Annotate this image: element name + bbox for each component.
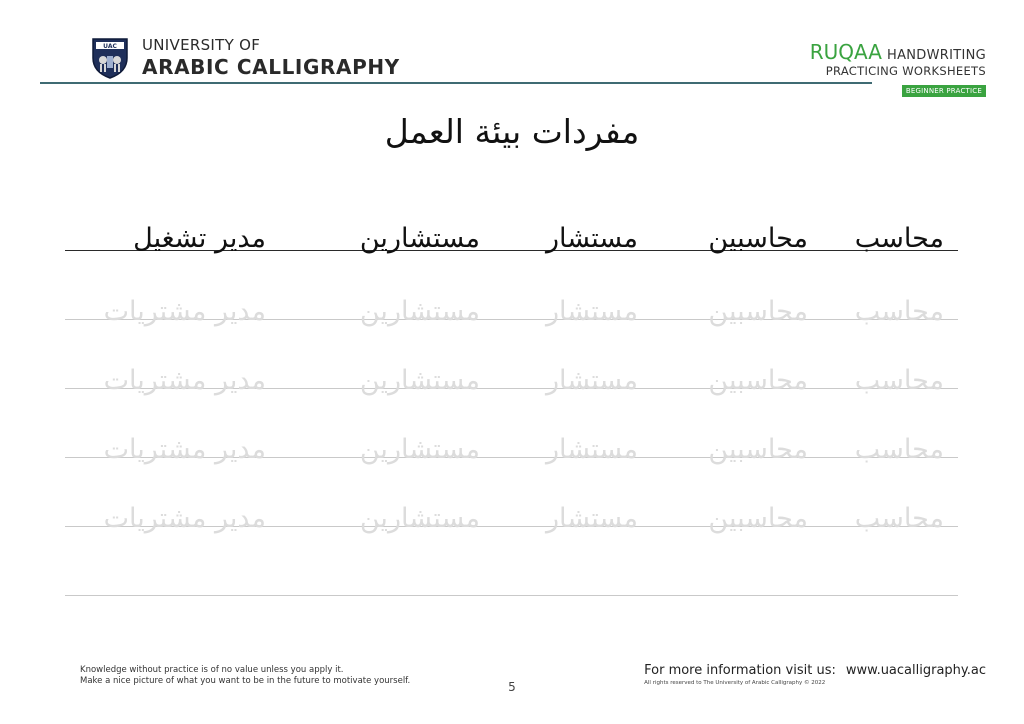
worksheet-title: مفردات بيئة العمل	[384, 112, 640, 151]
series-title-rest: HANDWRITING	[887, 48, 986, 63]
trace-word: مدير مشتريات	[103, 503, 266, 534]
university-name	[142, 38, 400, 77]
university-crest-logo	[90, 36, 130, 80]
trace-row	[65, 320, 958, 396]
university-name-line2: ARABIC CALLIGRAPHY	[142, 55, 400, 79]
trace-row	[65, 458, 958, 534]
trace-word: مستشارين	[359, 434, 480, 465]
trace-word: محاسب	[854, 365, 944, 396]
visit-label: For more information visit us:	[644, 663, 836, 678]
website-link[interactable]: www.uacalligraphy.ac	[845, 663, 986, 678]
trace-word: مدير مشتريات	[103, 296, 266, 327]
trace-row	[65, 251, 958, 327]
page-number: 5	[508, 680, 516, 694]
trace-word: مدير مشتريات	[103, 365, 266, 396]
trace-word: مستشار	[545, 503, 638, 534]
logo-text: UAC	[103, 43, 117, 50]
trace-word: مستشار	[545, 365, 638, 396]
practice-grid	[65, 205, 958, 596]
series-title	[810, 42, 986, 62]
model-word: محاسبين	[708, 223, 808, 254]
trace-word: محاسبين	[708, 503, 808, 534]
university-name-line1: UNIVERSITY OF	[142, 36, 261, 54]
footer-contact	[644, 663, 986, 686]
trace-word: محاسب	[854, 434, 944, 465]
series-subtitle: PRACTICING WORKSHEETS	[825, 64, 986, 78]
model-row	[65, 205, 958, 254]
trace-word: مدير مشتريات	[103, 434, 266, 465]
trace-word: محاسب	[854, 296, 944, 327]
model-word: مدير تشغيل	[133, 223, 266, 254]
model-word: مستشار	[545, 223, 638, 254]
trace-word: محاسبين	[708, 365, 808, 396]
trace-word: مستشارين	[359, 296, 480, 327]
level-badge: BEGINNER PRACTICE	[902, 85, 986, 97]
series-title-accent: RUQAA	[809, 40, 882, 64]
model-word: مستشارين	[359, 223, 480, 254]
trace-word: مستشارين	[359, 365, 480, 396]
worksheet-series	[810, 42, 986, 97]
header-divider	[40, 82, 872, 84]
trace-word: محاسب	[854, 503, 944, 534]
copyright-notice: All rights reserved to The University of Arabic Calligraphy © 2022	[644, 680, 826, 686]
footer-quote-line2: Make a nice picture of what you want to be in the future to motivate yourself.	[80, 676, 411, 687]
visit-line	[644, 663, 986, 678]
trace-word: مستشار	[545, 296, 638, 327]
trace-word: محاسبين	[708, 296, 808, 327]
blank-practice-row	[65, 527, 958, 596]
trace-word: مستشار	[545, 434, 638, 465]
model-word: محاسب	[854, 223, 944, 254]
trace-word: مستشارين	[359, 503, 480, 534]
trace-row	[65, 389, 958, 465]
footer-quote-line1: Knowledge without practice is of no value unless you apply it.	[80, 665, 344, 675]
trace-word: محاسبين	[708, 434, 808, 465]
